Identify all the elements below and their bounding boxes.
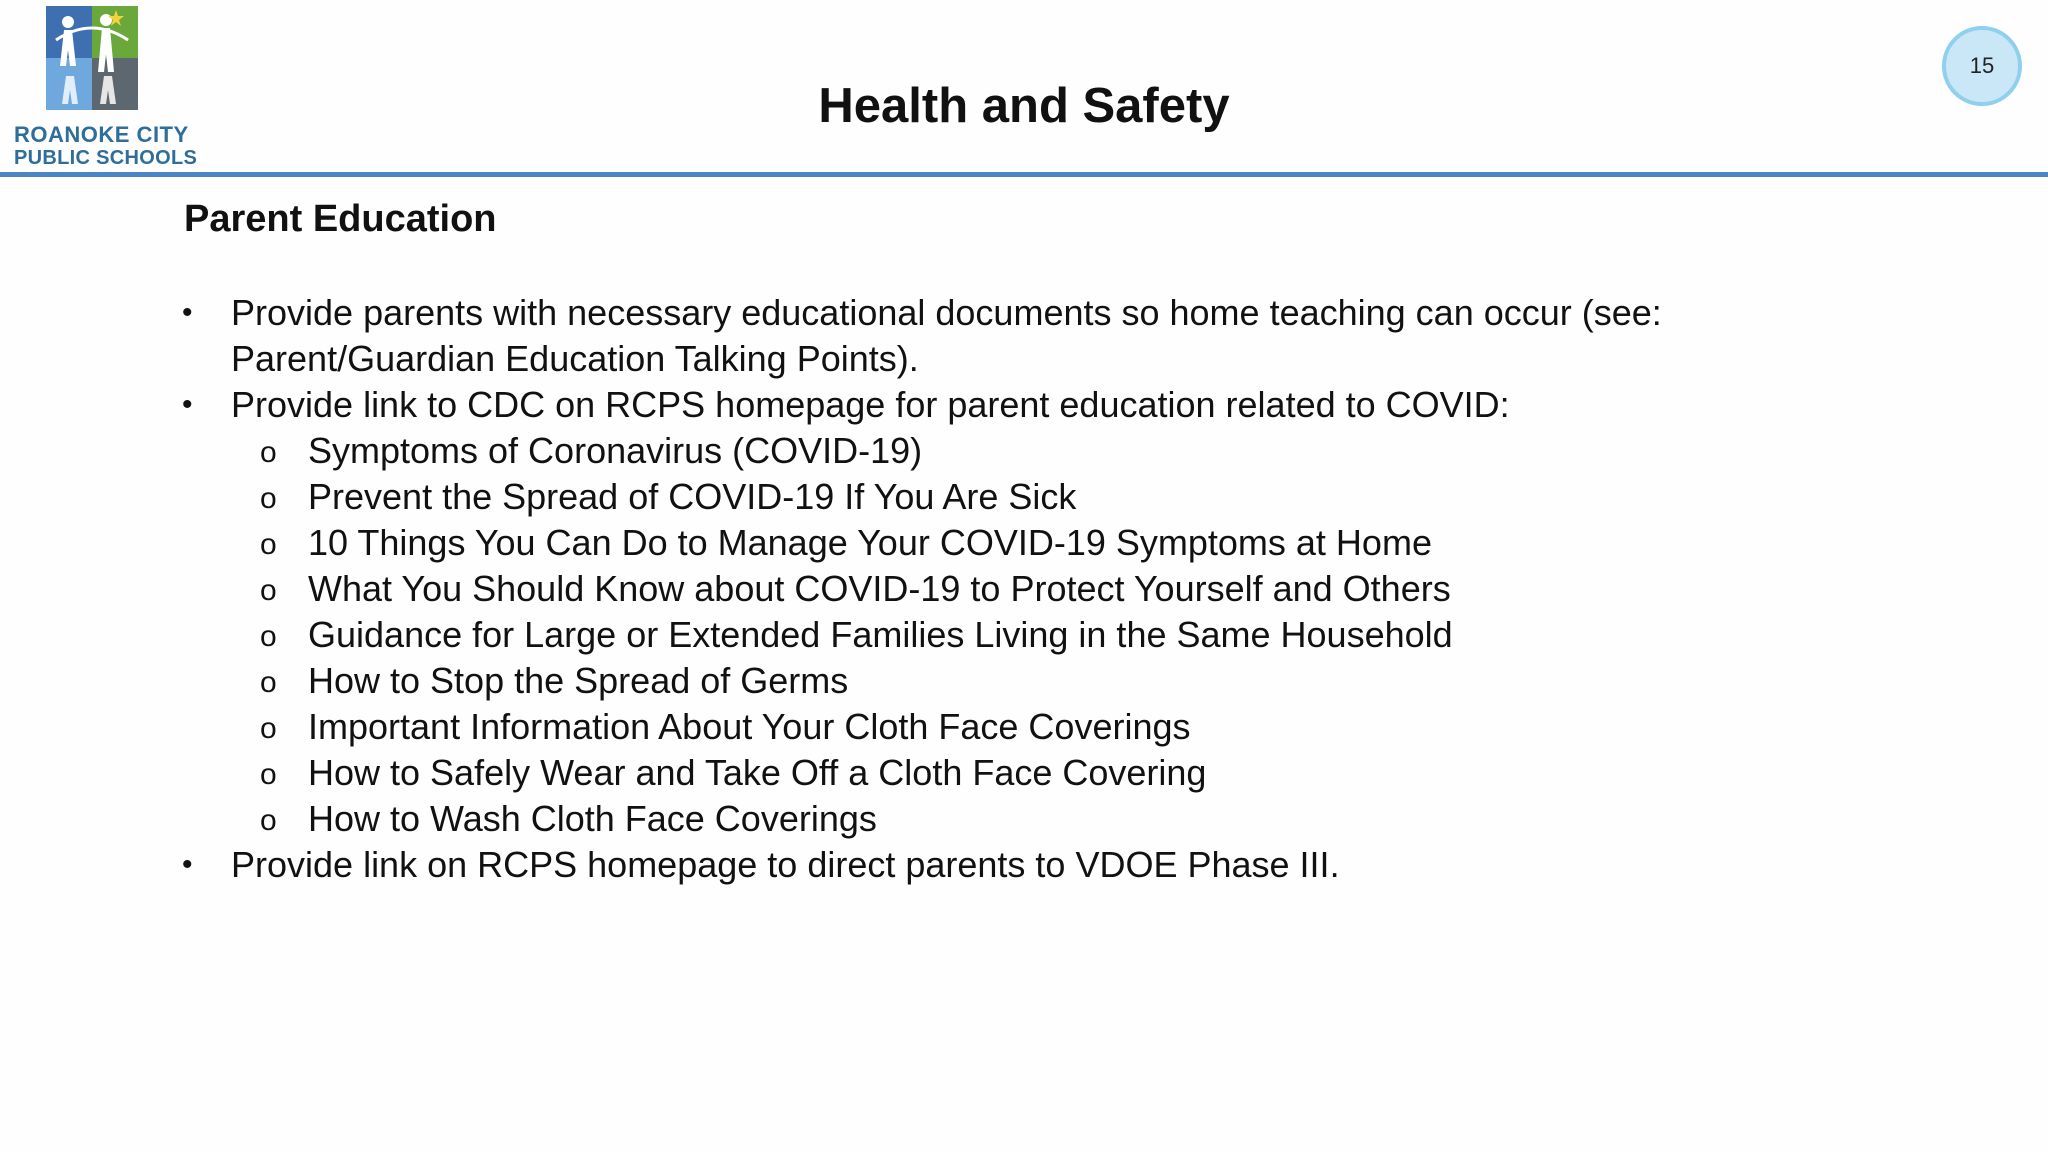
- list-item-text: Parent/Guardian Education Talking Points).: [231, 338, 919, 379]
- sub-bullet-marker: o: [260, 758, 277, 791]
- sub-list-item: [0, 658, 2048, 704]
- cdc-link-text: Important Information About Your Cloth Face Coverings: [308, 706, 1191, 747]
- sub-list-item: [0, 474, 2048, 520]
- header-divider: [0, 172, 2048, 177]
- sub-bullet-marker: o: [260, 528, 277, 561]
- logo-text-line2: PUBLIC SCHOOLS: [14, 147, 198, 169]
- cdc-link-text: How to Wash Cloth Face Coverings: [308, 798, 877, 839]
- list-item-text: Provide parents with necessary educational documents so home teaching can occur (see:: [231, 292, 1662, 333]
- list-item: [0, 842, 2048, 888]
- cdc-link-text: What You Should Know about COVID-19 to Protect Yourself and Others: [308, 568, 1451, 609]
- sub-bullet-marker: o: [260, 436, 277, 469]
- sub-bullet-marker: o: [260, 574, 277, 607]
- list-item-text: Provide link on RCPS homepage to direct parents to VDOE Phase III.: [231, 844, 1340, 885]
- sub-bullet-marker: o: [260, 804, 277, 837]
- bullet-marker: •: [182, 388, 193, 421]
- cdc-link-text: Symptoms of Coronavirus (COVID-19): [308, 430, 923, 471]
- cdc-link-text: How to Safely Wear and Take Off a Cloth Face Covering: [308, 752, 1207, 793]
- cdc-link-text: How to Stop the Spread of Germs: [308, 660, 849, 701]
- page-number: 15: [1969, 53, 1995, 78]
- sub-list-item: [0, 428, 2048, 474]
- page-number-badge: [1942, 26, 2022, 106]
- bullet-marker: •: [182, 296, 193, 329]
- sub-bullet-marker: o: [260, 712, 277, 745]
- sub-bullet-marker: o: [260, 666, 277, 699]
- list-item-text: Provide link to CDC on RCPS homepage for parent education related to COVID:: [231, 384, 1510, 425]
- sub-list-item: [0, 796, 2048, 842]
- page-title: Health and Safety: [818, 79, 1230, 133]
- sub-bullet-marker: o: [260, 482, 277, 515]
- sub-list-item: [0, 566, 2048, 612]
- list-item: [0, 290, 2048, 336]
- cdc-link-text: Prevent the Spread of COVID-19 If You Are Sick: [308, 476, 1077, 517]
- sub-list-item: [0, 750, 2048, 796]
- bullet-marker: •: [182, 848, 193, 881]
- list-item: [0, 382, 2048, 428]
- list-item-continuation: [0, 336, 2048, 382]
- bullet-list: [0, 290, 2048, 888]
- sub-list-item: [0, 520, 2048, 566]
- section-heading: Parent Education: [184, 198, 497, 240]
- sub-list-item: [0, 704, 2048, 750]
- sub-list-item: [0, 612, 2048, 658]
- cdc-link-text: 10 Things You Can Do to Manage Your COVID-19 Symptoms at Home: [308, 522, 1432, 563]
- sub-bullet-marker: o: [260, 620, 277, 653]
- cdc-link-text: Guidance for Large or Extended Families Living in the Same Household: [308, 614, 1453, 655]
- logo-text-line1: ROANOKE CITY: [14, 122, 189, 147]
